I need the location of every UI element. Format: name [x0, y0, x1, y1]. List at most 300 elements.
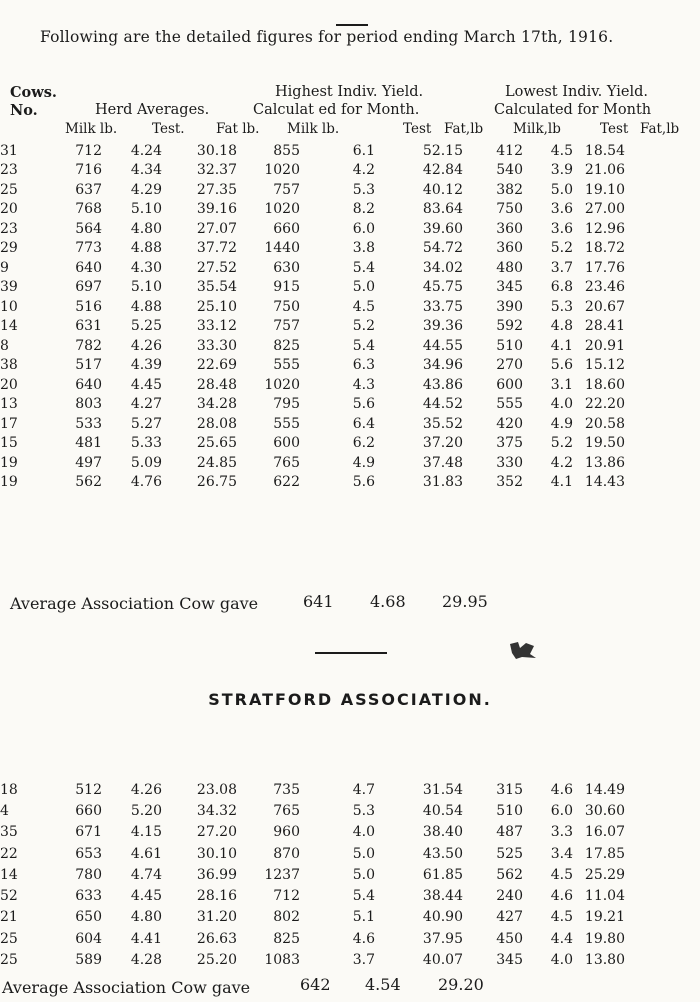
herd-test-cell: 5.09 — [130, 454, 162, 471]
low-test-cell: 3.9 — [550, 162, 573, 179]
high-test-cell: 6.3 — [352, 357, 375, 374]
low-test-cell: 3.4 — [550, 845, 573, 862]
herd-milk-cell: 712 — [75, 142, 102, 159]
high-fat-cell: 39.36 — [422, 318, 463, 335]
high-fat-cell: 40.90 — [422, 909, 463, 926]
low-milk-cell: 420 — [496, 415, 523, 432]
high-fat-cell: 33.75 — [422, 298, 463, 315]
low-fat-cell: 20.91 — [584, 337, 625, 354]
subheader-fat-1: Fat lb. — [216, 121, 260, 137]
high-fat-cell: 31.54 — [422, 781, 463, 798]
high-test-cell: 4.7 — [352, 781, 375, 798]
low-test-cell: 4.5 — [550, 866, 573, 883]
intro-sentence: Following are the detailed figures for period ending March 17th, 1916. — [40, 28, 614, 46]
high-fat-cell: 38.44 — [422, 888, 463, 905]
herd-milk-cell: 782 — [75, 337, 102, 354]
low-test-cell: 6.8 — [550, 279, 573, 296]
low-test-cell: 5.2 — [550, 240, 573, 257]
cow-count-cell: 21 — [0, 909, 18, 926]
high-fat-cell: 38.40 — [422, 824, 463, 841]
cow-count-cell: 25 — [0, 952, 18, 969]
high-test-cell: 5.0 — [352, 866, 375, 883]
high-fat-cell: 83.64 — [422, 201, 463, 218]
high-test-cell: 4.5 — [352, 298, 375, 315]
high-fat-cell: 37.20 — [422, 435, 463, 452]
low-milk-cell: 375 — [496, 435, 523, 452]
header-herd-averages: Herd Averages. — [95, 102, 210, 118]
high-test-cell: 5.3 — [352, 181, 375, 198]
header-lowest-sub: Calculated for Month — [494, 102, 652, 118]
herd-milk-cell: 640 — [75, 259, 102, 276]
herd-milk-cell: 650 — [75, 909, 102, 926]
low-fat-cell: 12.96 — [584, 220, 625, 237]
average-label-1: Average Association Cow gave — [10, 594, 259, 613]
herd-fat-cell: 32.37 — [196, 162, 237, 179]
high-milk-cell: 757 — [273, 318, 300, 335]
low-milk-cell: 345 — [496, 952, 523, 969]
table-row — [0, 180, 625, 200]
high-test-cell: 5.2 — [352, 318, 375, 335]
cow-count-cell: 52 — [0, 888, 18, 905]
high-milk-cell: 750 — [273, 298, 300, 315]
herd-fat-cell: 22.69 — [196, 357, 237, 374]
high-test-cell: 5.0 — [352, 845, 375, 862]
low-fat-cell: 30.60 — [584, 802, 625, 819]
low-test-cell: 5.2 — [550, 435, 573, 452]
low-milk-cell: 480 — [496, 259, 523, 276]
high-test-cell: 5.1 — [352, 909, 375, 926]
subheader-test-3: Test — [600, 121, 629, 137]
header-highest-yield: Highest Indiv. Yield. — [275, 84, 424, 100]
herd-fat-cell: 27.07 — [196, 220, 237, 237]
table-row — [0, 317, 625, 337]
table-row — [0, 928, 625, 949]
herd-test-cell: 4.24 — [130, 142, 162, 159]
low-fat-cell: 15.12 — [584, 357, 625, 374]
high-milk-cell: 712 — [273, 888, 300, 905]
high-test-cell: 4.6 — [352, 930, 375, 947]
low-test-cell: 4.6 — [550, 888, 573, 905]
herd-fat-cell: 36.99 — [196, 866, 237, 883]
herd-milk-cell: 481 — [75, 435, 102, 452]
herd-fat-cell: 24.85 — [196, 454, 237, 471]
herd-test-cell: 5.20 — [130, 802, 162, 819]
herd-test-cell: 5.10 — [130, 279, 162, 296]
high-fat-cell: 45.75 — [422, 279, 463, 296]
herd-test-cell: 4.34 — [130, 162, 162, 179]
low-milk-cell: 555 — [496, 396, 523, 413]
low-milk-cell: 562 — [496, 866, 523, 883]
high-test-cell: 5.4 — [352, 337, 375, 354]
header-lowest-yield: Lowest Indiv. Yield. — [505, 84, 648, 100]
herd-milk-cell: 512 — [75, 781, 102, 798]
low-test-cell: 5.3 — [550, 298, 573, 315]
herd-table-2 — [0, 779, 625, 971]
high-milk-cell: 1237 — [264, 866, 300, 883]
low-milk-cell: 240 — [496, 888, 523, 905]
herd-milk-cell: 517 — [75, 357, 102, 374]
cow-count-cell: 4 — [0, 802, 9, 819]
high-test-cell: 5.3 — [352, 802, 375, 819]
high-milk-cell: 600 — [273, 435, 300, 452]
high-milk-cell: 622 — [273, 474, 300, 491]
average-milk-1: 641 — [303, 592, 334, 611]
low-milk-cell: 360 — [496, 240, 523, 257]
high-fat-cell: 39.60 — [422, 220, 463, 237]
cow-count-cell: 19 — [0, 454, 18, 471]
high-test-cell: 5.4 — [352, 259, 375, 276]
low-fat-cell: 13.80 — [584, 952, 625, 969]
herd-test-cell: 4.45 — [130, 888, 162, 905]
herd-milk-cell: 637 — [75, 181, 102, 198]
herd-fat-cell: 35.54 — [196, 279, 237, 296]
low-test-cell: 4.0 — [550, 396, 573, 413]
table-row — [0, 375, 625, 395]
low-milk-cell: 315 — [496, 781, 523, 798]
low-milk-cell: 750 — [496, 201, 523, 218]
low-test-cell: 4.4 — [550, 930, 573, 947]
table-row — [0, 141, 625, 161]
low-test-cell: 4.2 — [550, 454, 573, 471]
cow-count-cell: 23 — [0, 162, 18, 179]
low-test-cell: 4.1 — [550, 474, 573, 491]
ink-blot-mark — [508, 640, 538, 660]
cow-count-cell: 19 — [0, 474, 18, 491]
high-milk-cell: 1440 — [264, 240, 300, 257]
herd-milk-cell: 773 — [75, 240, 102, 257]
high-milk-cell: 555 — [273, 357, 300, 374]
herd-fat-cell: 25.10 — [196, 298, 237, 315]
high-test-cell: 6.0 — [352, 220, 375, 237]
table-row — [0, 336, 625, 356]
herd-milk-cell: 533 — [75, 415, 102, 432]
average-test-1: 4.68 — [370, 592, 406, 611]
low-fat-cell: 16.07 — [584, 824, 625, 841]
low-fat-cell: 23.46 — [584, 279, 625, 296]
table-row — [0, 297, 625, 317]
herd-milk-cell: 768 — [75, 201, 102, 218]
low-fat-cell: 18.72 — [584, 240, 625, 257]
herd-test-cell: 4.28 — [130, 952, 162, 969]
high-fat-cell: 35.52 — [422, 415, 463, 432]
header-no: No. — [10, 102, 38, 119]
low-fat-cell: 28.41 — [584, 318, 625, 335]
herd-test-cell: 4.45 — [130, 376, 162, 393]
average-test-2: 4.54 — [365, 975, 401, 994]
top-divider — [336, 24, 368, 26]
high-test-cell: 4.2 — [352, 162, 375, 179]
cow-count-cell: 38 — [0, 357, 18, 374]
herd-fat-cell: 25.65 — [196, 435, 237, 452]
cow-count-cell: 25 — [0, 930, 18, 947]
high-fat-cell: 52.15 — [422, 142, 463, 159]
low-fat-cell: 17.76 — [584, 259, 625, 276]
high-test-cell: 3.7 — [352, 952, 375, 969]
herd-milk-cell: 604 — [75, 930, 102, 947]
high-milk-cell: 735 — [273, 781, 300, 798]
low-milk-cell: 540 — [496, 162, 523, 179]
low-test-cell: 4.6 — [550, 781, 573, 798]
low-milk-cell: 360 — [496, 220, 523, 237]
high-test-cell: 6.4 — [352, 415, 375, 432]
high-test-cell: 4.3 — [352, 376, 375, 393]
average-milk-2: 642 — [300, 975, 331, 994]
low-test-cell: 3.7 — [550, 259, 573, 276]
high-test-cell: 5.4 — [352, 888, 375, 905]
cow-count-cell: 14 — [0, 318, 18, 335]
table-row — [0, 239, 625, 259]
herd-test-cell: 4.80 — [130, 220, 162, 237]
cow-count-cell: 23 — [0, 220, 18, 237]
herd-test-cell: 4.29 — [130, 181, 162, 198]
herd-fat-cell: 26.63 — [196, 930, 237, 947]
low-test-cell: 4.0 — [550, 952, 573, 969]
high-test-cell: 3.8 — [352, 240, 375, 257]
herd-milk-cell: 653 — [75, 845, 102, 862]
low-test-cell: 4.9 — [550, 415, 573, 432]
stratford-association-title: STRATFORD ASSOCIATION. — [208, 690, 492, 709]
low-fat-cell: 19.50 — [584, 435, 625, 452]
high-test-cell: 4.9 — [352, 454, 375, 471]
high-milk-cell: 765 — [273, 454, 300, 471]
herd-milk-cell: 780 — [75, 866, 102, 883]
high-fat-cell: 31.83 — [422, 474, 463, 491]
herd-fat-cell: 25.20 — [196, 952, 237, 969]
herd-milk-cell: 803 — [75, 396, 102, 413]
herd-fat-cell: 30.10 — [196, 845, 237, 862]
herd-milk-cell: 562 — [75, 474, 102, 491]
herd-fat-cell: 39.16 — [196, 201, 237, 218]
herd-test-cell: 4.39 — [130, 357, 162, 374]
herd-milk-cell: 640 — [75, 376, 102, 393]
high-milk-cell: 757 — [273, 181, 300, 198]
high-milk-cell: 765 — [273, 802, 300, 819]
table-row — [0, 779, 625, 800]
low-fat-cell: 19.10 — [584, 181, 625, 198]
herd-milk-cell: 589 — [75, 952, 102, 969]
low-fat-cell: 20.58 — [584, 415, 625, 432]
table-row — [0, 356, 625, 376]
herd-fat-cell: 26.75 — [196, 474, 237, 491]
cow-count-cell: 25 — [0, 181, 18, 198]
high-milk-cell: 825 — [273, 337, 300, 354]
herd-fat-cell: 31.20 — [196, 909, 237, 926]
high-fat-cell: 37.48 — [422, 454, 463, 471]
low-test-cell: 4.5 — [550, 909, 573, 926]
low-fat-cell: 21.06 — [584, 162, 625, 179]
cow-count-cell: 31 — [0, 142, 18, 159]
herd-milk-cell: 697 — [75, 279, 102, 296]
high-fat-cell: 44.52 — [422, 396, 463, 413]
cow-count-cell: 20 — [0, 201, 18, 218]
header-highest-sub: Calculat ed for Month. — [253, 102, 420, 118]
herd-test-cell: 4.26 — [130, 337, 162, 354]
table-row — [0, 278, 625, 298]
cow-count-cell: 8 — [0, 337, 9, 354]
high-test-cell: 4.0 — [352, 824, 375, 841]
cow-count-cell: 14 — [0, 866, 18, 883]
table-row — [0, 258, 625, 278]
low-fat-cell: 11.04 — [584, 888, 625, 905]
herd-test-cell: 4.61 — [130, 845, 162, 862]
average-label-2: Average Association Cow gave — [2, 978, 251, 997]
high-test-cell: 5.0 — [352, 279, 375, 296]
herd-fat-cell: 33.30 — [196, 337, 237, 354]
high-milk-cell: 1020 — [264, 376, 300, 393]
low-test-cell: 3.6 — [550, 220, 573, 237]
low-test-cell: 4.8 — [550, 318, 573, 335]
high-milk-cell: 825 — [273, 930, 300, 947]
subheader-test-2: Test — [403, 121, 432, 137]
herd-test-cell: 4.74 — [130, 866, 162, 883]
herd-fat-cell: 34.28 — [196, 396, 237, 413]
high-fat-cell: 34.02 — [422, 259, 463, 276]
table-row — [0, 414, 625, 434]
middle-divider — [315, 652, 387, 654]
herd-test-cell: 4.41 — [130, 930, 162, 947]
low-fat-cell: 17.85 — [584, 845, 625, 862]
table-row — [0, 434, 625, 454]
herd-milk-cell: 564 — [75, 220, 102, 237]
cow-count-cell: 13 — [0, 396, 18, 413]
high-milk-cell: 1083 — [264, 952, 300, 969]
low-milk-cell: 330 — [496, 454, 523, 471]
high-milk-cell: 795 — [273, 396, 300, 413]
herd-fat-cell: 30.18 — [196, 142, 237, 159]
high-fat-cell: 54.72 — [422, 240, 463, 257]
herd-fat-cell: 23.08 — [196, 781, 237, 798]
high-fat-cell: 40.54 — [422, 802, 463, 819]
table-row — [0, 453, 625, 473]
table-row — [0, 907, 625, 928]
low-fat-cell: 22.20 — [584, 396, 625, 413]
low-fat-cell: 20.67 — [584, 298, 625, 315]
herd-fat-cell: 28.16 — [196, 888, 237, 905]
herd-fat-cell: 37.72 — [196, 240, 237, 257]
average-fat-1: 29.95 — [442, 592, 488, 611]
herd-fat-cell: 27.35 — [196, 181, 237, 198]
herd-fat-cell: 27.20 — [196, 824, 237, 841]
herd-milk-cell: 671 — [75, 824, 102, 841]
low-fat-cell: 14.49 — [584, 781, 625, 798]
low-milk-cell: 510 — [496, 337, 523, 354]
high-fat-cell: 37.95 — [422, 930, 463, 947]
herd-test-cell: 5.25 — [130, 318, 162, 335]
high-milk-cell: 1020 — [264, 201, 300, 218]
herd-fat-cell: 27.52 — [196, 259, 237, 276]
subheader-milk-3: Milk,lb — [513, 121, 561, 137]
low-test-cell: 5.0 — [550, 181, 573, 198]
herd-milk-cell: 497 — [75, 454, 102, 471]
high-test-cell: 5.6 — [352, 474, 375, 491]
high-milk-cell: 870 — [273, 845, 300, 862]
high-milk-cell: 802 — [273, 909, 300, 926]
high-test-cell: 8.2 — [352, 201, 375, 218]
low-fat-cell: 27.00 — [584, 201, 625, 218]
herd-test-cell: 4.27 — [130, 396, 162, 413]
cow-count-cell: 18 — [0, 781, 18, 798]
high-milk-cell: 630 — [273, 259, 300, 276]
low-fat-cell: 19.80 — [584, 930, 625, 947]
header-cows: Cows. — [10, 84, 57, 101]
high-milk-cell: 555 — [273, 415, 300, 432]
table-row — [0, 473, 625, 493]
low-milk-cell: 487 — [496, 824, 523, 841]
high-fat-cell: 42.84 — [422, 162, 463, 179]
herd-test-cell: 5.33 — [130, 435, 162, 452]
table-row — [0, 885, 625, 906]
subheader-test-1: Test. — [152, 121, 185, 137]
low-milk-cell: 345 — [496, 279, 523, 296]
low-test-cell: 3.3 — [550, 824, 573, 841]
cow-count-cell: 35 — [0, 824, 18, 841]
high-milk-cell: 915 — [273, 279, 300, 296]
high-fat-cell: 61.85 — [422, 866, 463, 883]
low-fat-cell: 19.21 — [584, 909, 625, 926]
low-milk-cell: 450 — [496, 930, 523, 947]
high-fat-cell: 44.55 — [422, 337, 463, 354]
herd-milk-cell: 516 — [75, 298, 102, 315]
herd-fat-cell: 28.08 — [196, 415, 237, 432]
cow-count-cell: 39 — [0, 279, 18, 296]
low-fat-cell: 18.60 — [584, 376, 625, 393]
cow-count-cell: 29 — [0, 240, 18, 257]
table-row — [0, 395, 625, 415]
subheader-fat-2: Fat,lb — [444, 121, 484, 137]
high-milk-cell: 660 — [273, 220, 300, 237]
herd-milk-cell: 716 — [75, 162, 102, 179]
low-milk-cell: 270 — [496, 357, 523, 374]
low-milk-cell: 390 — [496, 298, 523, 315]
herd-test-cell: 5.10 — [130, 201, 162, 218]
high-milk-cell: 1020 — [264, 162, 300, 179]
herd-test-cell: 4.26 — [130, 781, 162, 798]
low-test-cell: 3.6 — [550, 201, 573, 218]
low-milk-cell: 592 — [496, 318, 523, 335]
herd-milk-cell: 631 — [75, 318, 102, 335]
herd-milk-cell: 633 — [75, 888, 102, 905]
high-fat-cell: 34.96 — [422, 357, 463, 374]
herd-test-cell: 4.88 — [130, 240, 162, 257]
high-fat-cell: 43.86 — [422, 376, 463, 393]
herd-test-cell: 4.76 — [130, 474, 162, 491]
herd-table-1 — [0, 141, 625, 492]
table-row — [0, 822, 625, 843]
herd-test-cell: 4.15 — [130, 824, 162, 841]
high-test-cell: 5.6 — [352, 396, 375, 413]
subheader-milk-2: Milk lb. — [287, 121, 340, 137]
cow-count-cell: 20 — [0, 376, 18, 393]
table-row — [0, 864, 625, 885]
table-row — [0, 843, 625, 864]
high-test-cell: 6.2 — [352, 435, 375, 452]
cow-count-cell: 10 — [0, 298, 18, 315]
subheader-fat-3: Fat,lb — [640, 121, 680, 137]
low-test-cell: 6.0 — [550, 802, 573, 819]
low-milk-cell: 600 — [496, 376, 523, 393]
herd-fat-cell: 34.32 — [196, 802, 237, 819]
herd-fat-cell: 28.48 — [196, 376, 237, 393]
low-test-cell: 4.1 — [550, 337, 573, 354]
high-fat-cell: 43.50 — [422, 845, 463, 862]
table-row — [0, 800, 625, 821]
cow-count-cell: 17 — [0, 415, 18, 432]
low-fat-cell: 13.86 — [584, 454, 625, 471]
herd-milk-cell: 660 — [75, 802, 102, 819]
low-milk-cell: 412 — [496, 142, 523, 159]
low-fat-cell: 14.43 — [584, 474, 625, 491]
low-milk-cell: 427 — [496, 909, 523, 926]
